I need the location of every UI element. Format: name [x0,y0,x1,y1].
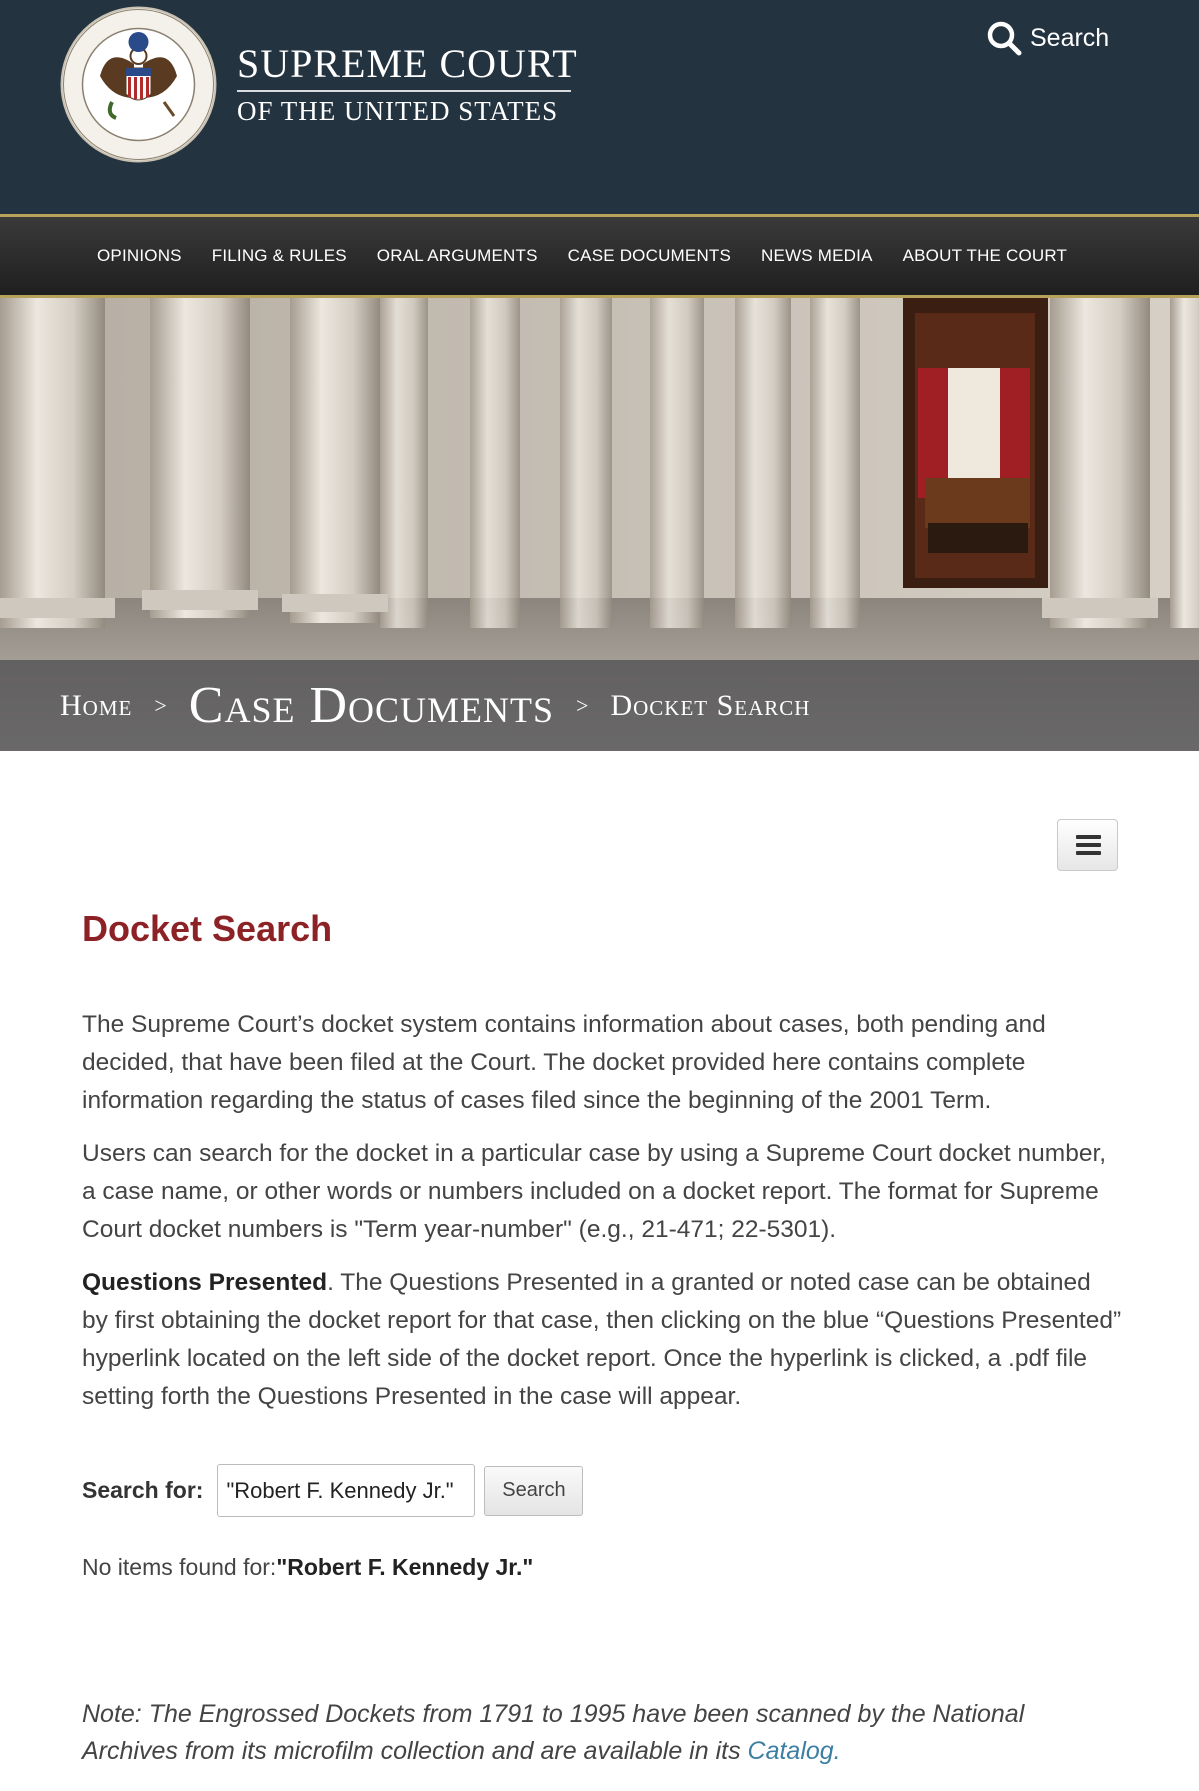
no-items-query: "Robert F. Kennedy Jr." [276,1554,534,1580]
questions-presented-heading: Questions Presented [82,1269,328,1296]
hamburger-icon [1076,835,1101,839]
nav-item-opinions[interactable]: OPINIONS [97,246,182,265]
engrossed-dockets-note [82,1696,1122,1770]
site-title[interactable] [237,42,578,126]
nav-item-oral-arguments[interactable]: ORAL ARGUMENTS [376,246,538,265]
nav-item-about-the-court[interactable]: ABOUT THE COURT [902,246,1068,265]
site-title-line2: OF THE UNITED STATES [237,96,559,126]
breadcrumb-section-link[interactable]: Case Documents [188,677,555,734]
catalog-link[interactable]: Catalog. [747,1737,841,1765]
docket-search-form [82,1464,583,1517]
nav-item-news-media[interactable]: NEWS MEDIA [761,246,873,265]
docket-search-input[interactable] [217,1464,475,1517]
questions-presented-text: . The Questions Presented in a granted or noted case can be obtained by first obtaining the docket report for that case, then clicking on the blue “Questions Presented” hyperlink located on the left side of the docket report. Once the hyperlink is clicked, a .pdf file setting forth the Questions Presented in the case will appear. [82,1269,1122,1410]
page-content [82,1006,1122,1431]
page-title: Docket Search [82,908,333,949]
hamburger-icon [1076,851,1101,855]
nav-item-filing-rules[interactable]: FILING & RULES [211,246,347,265]
site-title-rule [237,90,571,92]
nav-item-case-documents[interactable]: CASE DOCUMENTS [567,246,732,265]
header-search-label: Search [1030,23,1110,52]
breadcrumb [0,660,1199,751]
breadcrumb-home-link[interactable]: Home [60,688,133,722]
search-for-label: Search for: [82,1477,204,1503]
intro-paragraph: The Supreme Court’s docket system contains information about cases, both pending and decided, that have been filed at the Court. The docket provided here contains complete information regarding the status of cases filed since the beginning of the 2001 Term. [82,1011,1046,1114]
questions-presented-paragraph [82,1264,1122,1416]
no-items-prefix: No items found for: [82,1554,277,1580]
main-nav [0,214,1199,298]
breadcrumb-separator: > [154,692,167,718]
site-header [0,0,1199,214]
hamburger-icon [1076,843,1101,847]
note-text: Note: The Engrossed Dockets from 1791 to 1995 have been scanned by the National Archives from its microfilm collection and are available in its [82,1700,1025,1765]
supreme-court-seal-logo[interactable] [60,6,217,163]
menu-toggle-button[interactable] [1057,819,1118,871]
site-title-line1: SUPREME COURT [237,41,578,86]
search-instructions-paragraph: Users can search for the docket in a particular case by using a Supreme Court docket number, a case name, or other words or numbers included on a docket report. The format for Supreme Court docket numbers is "Term year-number" (e.g., 21-471; 22-5301). [82,1140,1107,1243]
search-results-message [82,1554,533,1581]
search-icon [986,20,1022,56]
breadcrumb-current: Docket Search [610,688,811,722]
breadcrumb-separator: > [576,692,589,718]
header-search-button[interactable] [986,20,1109,56]
docket-search-button[interactable]: Search [484,1466,583,1516]
